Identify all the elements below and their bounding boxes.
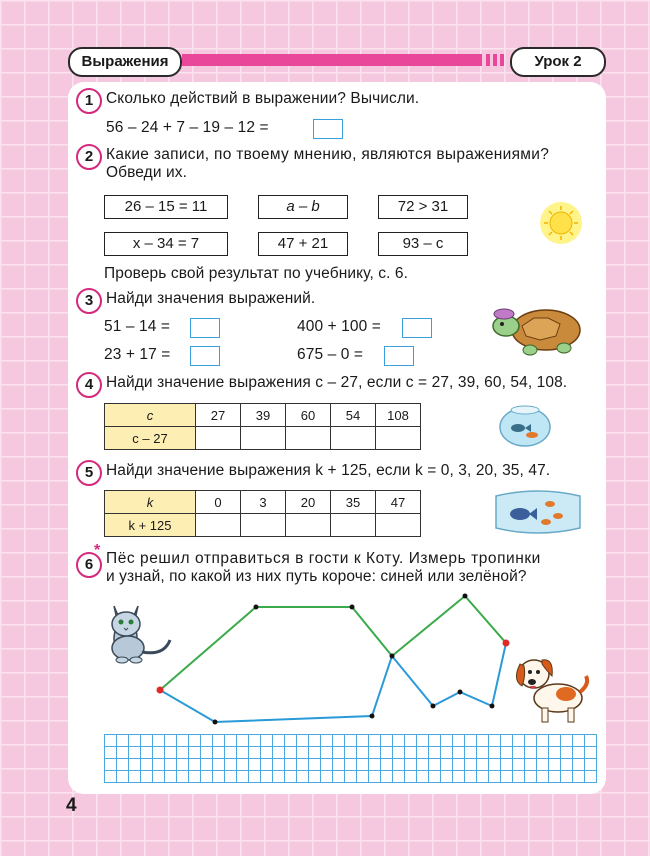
table-cell: 20 xyxy=(286,491,331,514)
task-3-number: 3 xyxy=(76,288,102,314)
record-box[interactable]: 26 – 15 = 11 xyxy=(104,195,228,219)
record-box[interactable]: 47 + 21 xyxy=(258,232,348,256)
table-cell: 3 xyxy=(241,491,286,514)
record-box[interactable]: a – b xyxy=(258,195,348,219)
page-number: 4 xyxy=(66,795,77,816)
table-cell: 27 xyxy=(196,404,241,427)
task-6-text: и узнай, по какой из них путь короче: синей или зелёной? xyxy=(106,568,527,585)
task-5-number: 5 xyxy=(76,460,102,486)
table-cell: 0 xyxy=(196,491,241,514)
task-4-text: Найди значение выражения c – 27, если c = 27, 39, 60, 54, 108. xyxy=(106,374,568,391)
measurement-grid[interactable] xyxy=(104,734,597,783)
task-6-text: Пёс решил отправиться в гости к Коту. Измерь тропинки xyxy=(106,550,541,567)
task-1-expression: 56 – 24 + 7 – 19 – 12 = xyxy=(106,119,269,136)
blue-path xyxy=(160,643,506,722)
task-1-text: Сколько действий в выражении? Вычисли. xyxy=(106,90,420,107)
table-cell: 54 xyxy=(331,404,376,427)
table-cell: 39 xyxy=(241,404,286,427)
task-3-text: Найди значения выражений. xyxy=(106,290,316,307)
table-header-cell: k + 125 xyxy=(105,514,196,537)
lesson-label: Урок 2 xyxy=(510,47,606,77)
task-1-number: 1 xyxy=(76,88,102,114)
task-3-expression: 675 – 0 = xyxy=(297,346,363,363)
task-6-number: 6 xyxy=(76,552,102,578)
table-cell: 35 xyxy=(331,491,376,514)
task-3-expression: 51 – 14 = xyxy=(104,318,170,335)
record-box[interactable]: 93 – c xyxy=(378,232,468,256)
green-path xyxy=(160,596,506,690)
record-box[interactable]: x – 34 = 7 xyxy=(104,232,228,256)
table-cell: 60 xyxy=(286,404,331,427)
table-header-cell: k xyxy=(105,491,196,514)
task-3-expression: 23 + 17 = xyxy=(104,346,171,363)
task-3-expression: 400 + 100 = xyxy=(297,318,381,335)
task-5-text: Найди значение выражения k + 125, если k = 0, 3, 20, 35, 47. xyxy=(106,462,551,479)
task-2-text: Обведи их. xyxy=(106,164,187,181)
task-2-number: 2 xyxy=(76,144,102,170)
task-2-text: Какие записи, по твоему мнению, являются выражениями? xyxy=(106,146,550,163)
record-box[interactable]: 72 > 31 xyxy=(378,195,468,219)
difficulty-star-icon: * xyxy=(94,542,101,559)
table-header-cell: c – 27 xyxy=(105,427,196,450)
task-2-note: Проверь свой результат по учебнику, с. 6. xyxy=(104,265,409,282)
task-4-number: 4 xyxy=(76,372,102,398)
dog-icon xyxy=(512,650,592,726)
topic-label: Выражения xyxy=(68,47,182,77)
table-header-cell: c xyxy=(105,404,196,427)
table-cell: 108 xyxy=(376,404,421,427)
table-cell: 47 xyxy=(376,491,421,514)
